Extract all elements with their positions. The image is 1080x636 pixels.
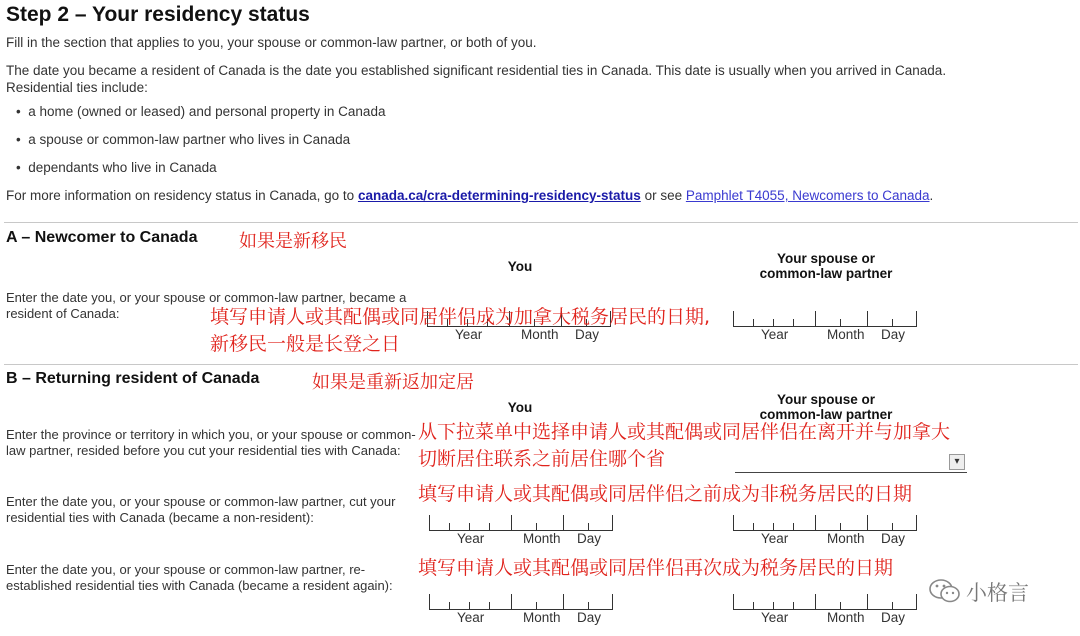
list-item: • dependants who live in Canada xyxy=(16,160,217,175)
year-label: Year xyxy=(457,531,485,546)
month-label: Month xyxy=(521,327,559,342)
year-label: Year xyxy=(761,531,789,546)
year-label: Year xyxy=(455,327,483,342)
pamphlet-link[interactable]: Pamphlet T4055, Newcomers to Canada xyxy=(685,188,930,203)
year-label: Year xyxy=(761,327,789,342)
year-label: Year xyxy=(457,610,485,625)
list-item: • a home (owned or leased) and personal property in Canada xyxy=(16,104,386,119)
cut-ties-label: Enter the date you, or your spouse or common-law partner, cut your residential ties with Canada (became a non-resident): xyxy=(6,494,396,525)
column-spouse-header: Your spouse or common-law partner xyxy=(759,392,893,422)
reestablish-label: Enter the date you, or your spouse or common-law partner, re-established residential ties with Canada (became a resident again): xyxy=(6,562,393,593)
watermark-text: 小格言 xyxy=(966,581,1029,605)
month-label: Month xyxy=(523,610,561,625)
day-label: Day xyxy=(575,327,600,342)
spouse-resident-date-field[interactable] xyxy=(733,311,917,342)
day-label: Day xyxy=(881,327,906,342)
day-label: Day xyxy=(881,531,906,546)
month-label: Month xyxy=(827,610,865,625)
month-label: Month xyxy=(523,531,561,546)
definition-text: The date you became a resident of Canada is the date you established significant residential ties in Canada. This date is usually when you arrived in Canada. xyxy=(6,63,947,78)
more-info-text: For more information on residency status in Canada, go to canada.ca/cra-determining-residency-status or see Pamphlet T4055, Newcomers to Canada. xyxy=(6,188,934,203)
spouse-cut-ties-date-field[interactable] xyxy=(733,515,917,546)
column-you-header: You xyxy=(507,400,533,415)
day-label: Day xyxy=(577,531,602,546)
spouse-reestablish-date-field[interactable] xyxy=(733,594,917,625)
month-label: Month xyxy=(827,531,865,546)
section-a-title: A – Newcomer to Canada xyxy=(6,229,198,246)
province-annotation: 从下拉菜单中选择申请人或其配偶或同居伴侣在离开并与加拿大 切断居住联系之前居住哪个省 xyxy=(418,421,951,470)
residency-status-link[interactable]: canada.ca/cra-determining-residency-status xyxy=(357,188,641,203)
column-spouse-header: Your spouse or common-law partner xyxy=(759,251,893,281)
column-you-header: You xyxy=(507,259,533,274)
you-cut-ties-date-field[interactable] xyxy=(429,515,613,546)
cut-ties-annotation: 填写申请人或其配偶或同居伴侣之前成为非税务居民的日期 xyxy=(418,483,913,505)
month-label: Month xyxy=(827,327,865,342)
year-label: Year xyxy=(761,610,789,625)
divider xyxy=(4,222,1078,223)
day-label: Day xyxy=(881,610,906,625)
section-b-title: B – Returning resident of Canada xyxy=(6,370,260,387)
province-label: Enter the province or territory in which you, or your spouse or common-law partner, resided before you cut your residential ties with Canada: xyxy=(6,427,416,458)
you-reestablish-date-field[interactable] xyxy=(429,594,613,625)
section-a-annotation: 如果是新移民 xyxy=(239,231,347,252)
ties-heading: Residential ties include: xyxy=(6,80,148,95)
page-title: Step 2 – Your residency status xyxy=(6,3,310,26)
reestablish-annotation: 填写申请人或其配偶或同居伴侣再次成为税务居民的日期 xyxy=(418,557,894,579)
chevron-down-icon[interactable]: ▾ xyxy=(949,454,965,470)
list-item: • a spouse or common-law partner who lives in Canada xyxy=(16,132,351,147)
wechat-icon xyxy=(928,577,962,605)
intro-text: Fill in the section that applies to you, your spouse or common-law partner, or both of you. xyxy=(6,35,537,50)
newcomer-date-annotation: 填写申请人或其配偶或同居伴侣成为加拿大税务居民的日期, 新移民一般是长登之日 xyxy=(210,306,711,355)
day-label: Day xyxy=(577,610,602,625)
divider xyxy=(4,364,1078,365)
section-b-annotation: 如果是重新返加定居 xyxy=(312,372,474,393)
newcomer-date-label: Enter the date you, or your spouse or common-law partner, became a resident of Canada: xyxy=(6,290,407,321)
